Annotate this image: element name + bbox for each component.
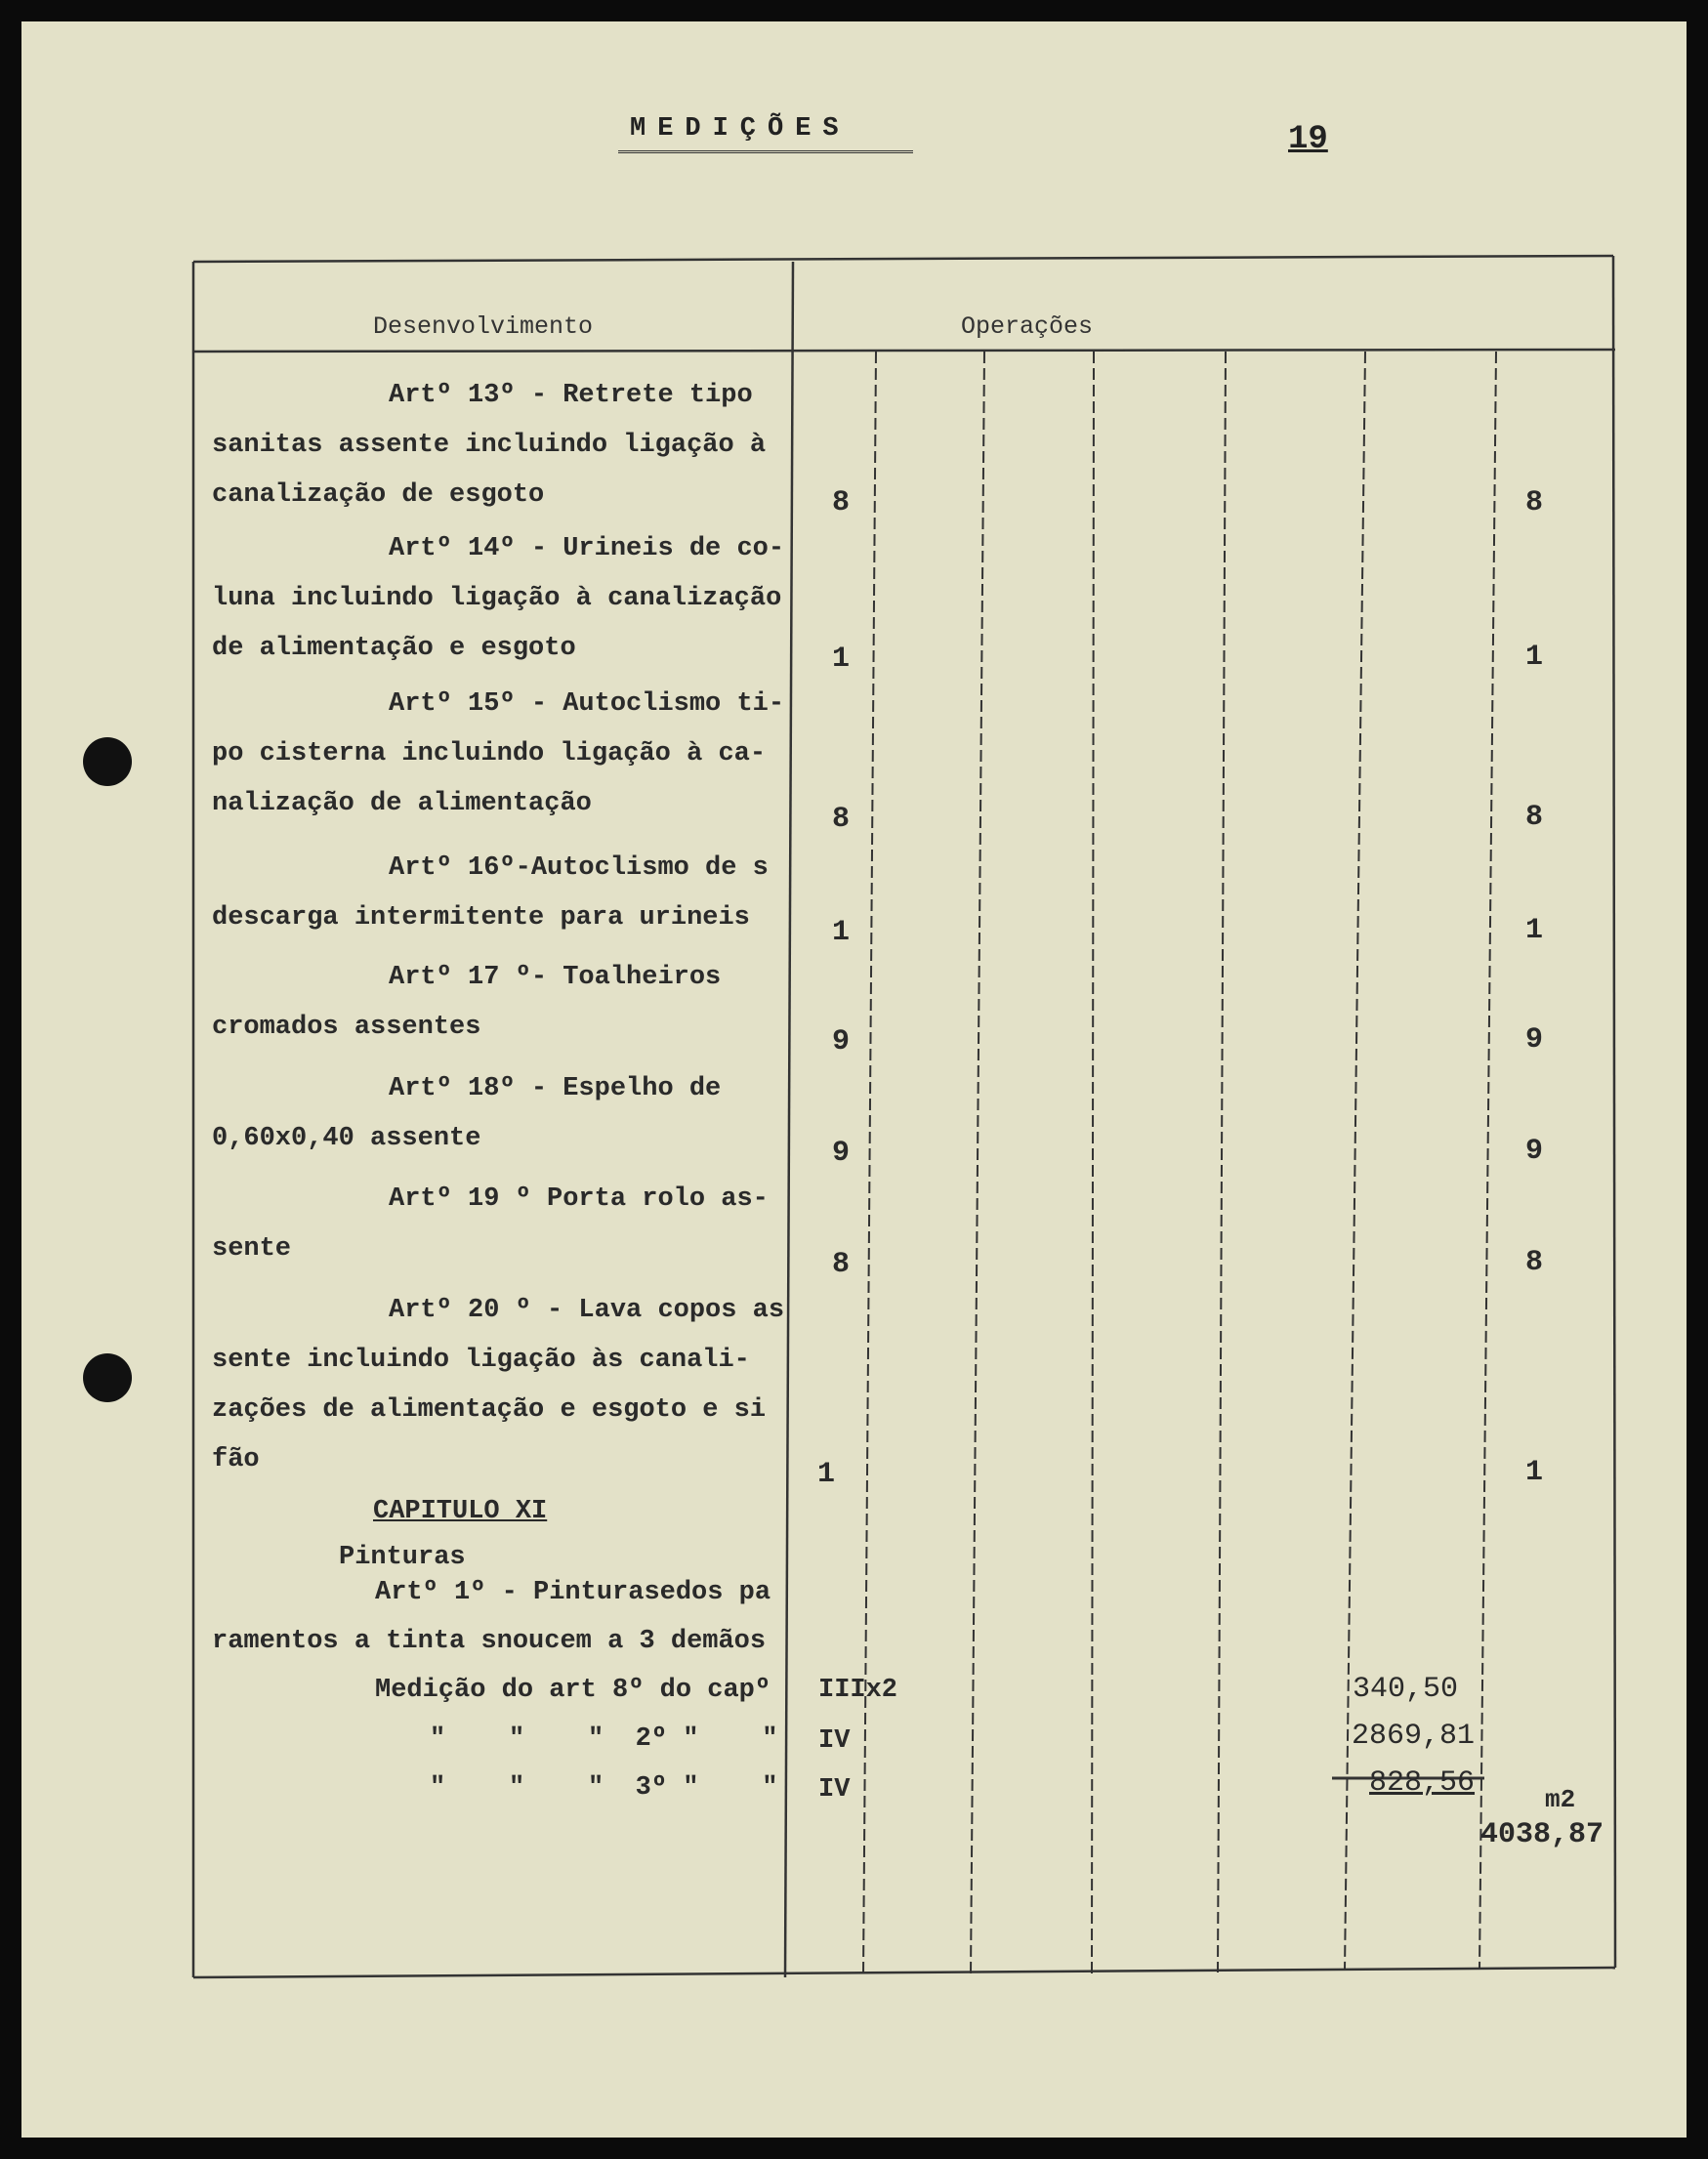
desc-line: Artº 18º - Espelho de xyxy=(389,1074,722,1103)
desc-line: Artº 15º - Autoclismo ti- xyxy=(389,689,785,719)
desc-line: fão xyxy=(212,1445,260,1474)
desc-line: 0,60x0,40 assente xyxy=(212,1124,481,1153)
quantity-cell: 1 xyxy=(832,916,851,949)
area-value: 340,50 xyxy=(1353,1673,1459,1706)
desc-line: nalização de alimentação xyxy=(212,789,592,818)
total-cell: 1 xyxy=(1525,1456,1544,1489)
column-header-operacoes: Operações xyxy=(961,312,1094,341)
total-cell: 1 xyxy=(1525,914,1544,947)
chapter-ref: IV xyxy=(818,1726,851,1756)
desc-line: luna incluindo ligação à canalização xyxy=(212,584,782,613)
desc-line: po cisterna incluindo ligação à ca- xyxy=(212,739,767,768)
page-number: 19 xyxy=(1288,121,1328,158)
area-value: 2869,81 xyxy=(1352,1720,1476,1753)
desc-line: ramentos a tinta snoucem a 3 demãos xyxy=(212,1627,767,1656)
desc-line: descarga intermitente para urineis xyxy=(212,903,750,933)
desc-line: Artº 14º - Urineis de co- xyxy=(389,534,785,563)
quantity-cell: 8 xyxy=(832,486,851,519)
desc-line: Medição do art 8º do capº xyxy=(375,1676,771,1705)
desc-line: Artº 17 º- Toalheiros xyxy=(389,963,722,992)
desc-line: " " " 3º " " xyxy=(430,1773,778,1803)
desc-line: de alimentação e esgoto xyxy=(212,634,576,663)
desc-line: Artº 20 º - Lava copos as xyxy=(389,1296,785,1325)
quantity-cell: 8 xyxy=(832,803,851,836)
total-cell: 9 xyxy=(1525,1023,1544,1057)
document-title: MEDIÇÕES xyxy=(630,114,851,144)
quantity-cell: 1 xyxy=(817,1458,836,1491)
quantity-cell: 9 xyxy=(832,1137,851,1170)
document-page xyxy=(21,21,1687,2138)
quantity-cell: 1 xyxy=(832,643,851,676)
total-cell: 1 xyxy=(1525,641,1544,674)
grand-total-unit: m2 xyxy=(1545,1785,1576,1814)
column-header-desenvolvimento: Desenvolvimento xyxy=(373,312,594,341)
desc-line: Artº 19 º Porta rolo as- xyxy=(389,1184,769,1214)
desc-line: Artº 1º - Pinturasedos pa xyxy=(375,1578,771,1607)
section-heading: Pinturas xyxy=(339,1543,466,1572)
total-cell: 9 xyxy=(1525,1135,1544,1168)
desc-line: cromados assentes xyxy=(212,1013,481,1042)
chapter-heading: CAPITULO XI xyxy=(373,1497,548,1526)
desc-line: zações de alimentação e esgoto e si xyxy=(212,1395,767,1425)
desc-line: Artº 13º - Retrete tipo xyxy=(389,381,753,410)
quantity-cell: 9 xyxy=(832,1025,851,1059)
total-cell: 8 xyxy=(1525,801,1544,834)
table-grid xyxy=(21,21,1687,2138)
quantity-cell: 8 xyxy=(832,1248,851,1281)
total-cell: 8 xyxy=(1525,486,1544,519)
grand-total: 4038,87 xyxy=(1480,1818,1604,1851)
area-value: 828,56 xyxy=(1369,1766,1476,1800)
desc-line: sente xyxy=(212,1234,292,1264)
desc-line: sanitas assente incluindo ligação à xyxy=(212,431,767,460)
desc-line: sente incluindo ligação às canali- xyxy=(212,1346,750,1375)
desc-line: " " " 2º " " xyxy=(430,1724,778,1754)
chapter-ref: IV xyxy=(818,1775,851,1805)
total-cell: 8 xyxy=(1525,1246,1544,1279)
chapter-ref: IIIx2 xyxy=(818,1676,898,1705)
desc-line: Artº 16º-Autoclismo de s xyxy=(389,853,769,883)
desc-line: canalização de esgoto xyxy=(212,480,545,510)
